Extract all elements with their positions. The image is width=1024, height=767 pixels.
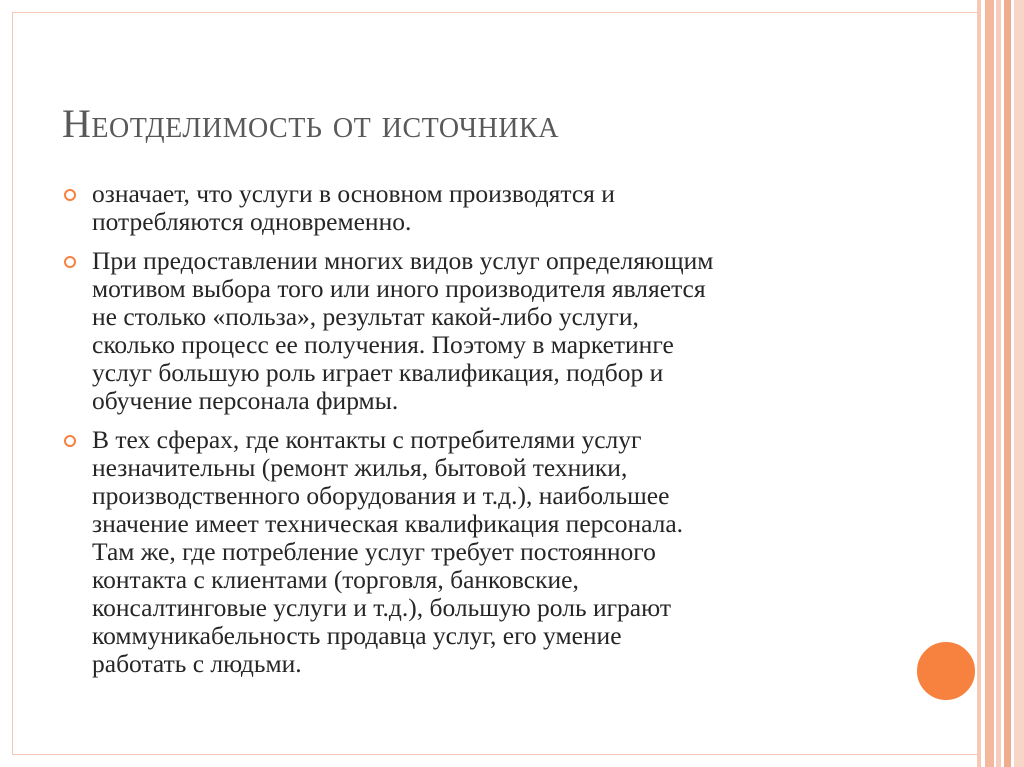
- circle-bullet-icon: [64, 256, 76, 268]
- bullet-line: При предоставлении многих видов услуг определяющим: [92, 246, 714, 275]
- right-stripe: [1014, 0, 1024, 767]
- slide-border-bottom: [12, 754, 977, 755]
- bullet-line: работать с людьми.: [92, 649, 302, 678]
- bullet-list: [62, 180, 892, 689]
- bullet-line: потребляются одновременно.: [92, 207, 412, 236]
- bullet-line: коммуникабельность продавца услуг, его умение: [92, 621, 622, 650]
- right-stripe: [977, 0, 981, 767]
- bullet-line: услуг большую роль играет квалификация, подбор и: [92, 358, 664, 387]
- bullet-line: сколько процесс ее получения. Поэтому в маркетинге: [92, 330, 674, 359]
- bullet-item: [62, 180, 892, 236]
- bullet-line: значение имеет техническая квалификация персонала.: [92, 509, 684, 538]
- slide-title: Неотделимость от источника: [62, 101, 559, 146]
- bullet-item: [62, 426, 892, 678]
- bullet-line: производственного оборудования и т.д.), наибольшее: [92, 481, 670, 510]
- bullet-item: [62, 247, 892, 415]
- circle-bullet-icon: [64, 189, 76, 201]
- circle-bullet-icon: [64, 435, 76, 447]
- bullet-line: В тех сферах, где контакты с потребителями услуг: [92, 425, 642, 454]
- bullet-line: консалтинговые услуги и т.д.), большую роль играют: [92, 593, 671, 622]
- bullet-line: незначительны (ремонт жилья, бытовой техники,: [92, 453, 628, 482]
- bullet-line: контакта с клиентами (торговля, банковские,: [92, 565, 579, 594]
- right-stripe: [1004, 0, 1011, 767]
- orange-circle-decoration: [915, 640, 977, 702]
- bullet-line: означает, что услуги в основном производятся и: [92, 179, 615, 208]
- bullet-line: обучение персонала фирмы.: [92, 386, 399, 415]
- bullet-line: Там же, где потребление услуг требует постоянного: [92, 537, 656, 566]
- bullet-line: не столько «польза», результат какой-либо услуги,: [92, 302, 639, 331]
- right-stripe: [996, 0, 1001, 767]
- slide-border-left: [12, 12, 13, 755]
- bullet-line: мотивом выбора того или иного производителя является: [92, 274, 706, 303]
- right-stripe: [985, 0, 994, 767]
- slide-border-top: [12, 12, 977, 13]
